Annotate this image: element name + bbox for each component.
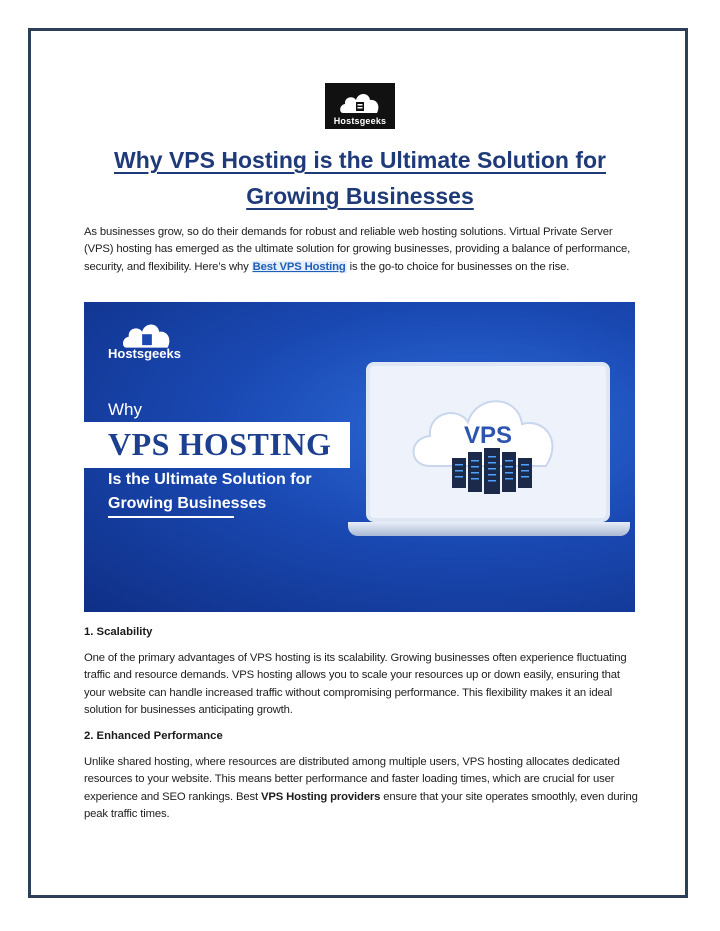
banner-headline: VPS HOSTING: [108, 426, 332, 462]
laptop-screen: [366, 362, 610, 522]
banner-logo-icon: [112, 316, 182, 350]
section-1-body: One of the primary advantages of VPS hosting is its scalability. Growing businesses often experience fluctuating traffic and resource demands. VPS hosting allows you to scale your resources up or down easily, ensuring that your website can handle increased traffic without compromising performance. This flexibility makes it an ideal solution for businesses anticipating growth.: [84, 652, 627, 717]
logo-cloud-shape: [339, 87, 381, 115]
section-2-text-before: Unlike shared hosting, where resources are distributed among multiple users, VPS hosting allocates dedicated resources to your website. This means better performance and faster loading times, which are crucial for user experience and SEO rankings. Best: [84, 756, 620, 803]
banner-why: Why: [108, 400, 142, 419]
logo-text: Hostsgeeks: [333, 116, 387, 126]
laptop-icon: [366, 362, 610, 522]
banner-logo-text: Hostsgeeks: [108, 346, 181, 361]
section-2-heading: 2. Enhanced Performance: [84, 730, 223, 742]
section-2-text-after: ensure that your site operates smoothly, even during peak traffic times.: [84, 790, 638, 821]
banner-sub-line-1: Is the Ultimate Solution for: [108, 471, 312, 488]
hostsgeeks-logo-icon: [325, 83, 395, 129]
screen-vps-label: VPS: [463, 422, 513, 449]
title-line-1: Why VPS Hosting is the Ultimate Solution for: [114, 147, 606, 173]
laptop-base: [348, 522, 630, 536]
best-vps-hosting-link[interactable]: Best VPS Hosting: [252, 260, 346, 273]
intro-text-after: is the go-to choice for businesses on the rise.: [346, 260, 570, 273]
section-2-body: [84, 754, 638, 824]
section-1-heading: 1. Scalability: [84, 626, 153, 638]
feature-banner-image: [84, 302, 635, 612]
intro-paragraph: [84, 224, 638, 276]
banner-sub-line-2: Growing Businesses: [108, 495, 267, 512]
title-line-2: Growing Businesses: [246, 183, 474, 209]
vps-hosting-providers-bold: VPS Hosting providers: [261, 790, 381, 803]
page-title: [60, 142, 660, 214]
banner-underline: [108, 516, 234, 518]
banner-subheadline: [108, 468, 312, 516]
intro-text-before: As businesses grow, so do their demands for robust and reliable web hosting solutions. Virtual Private Server (VPS) hosting has emerged as the ultimate solution for growing businesses, providing a balance of performance, security, and flexibility. Here’s why: [84, 226, 631, 273]
